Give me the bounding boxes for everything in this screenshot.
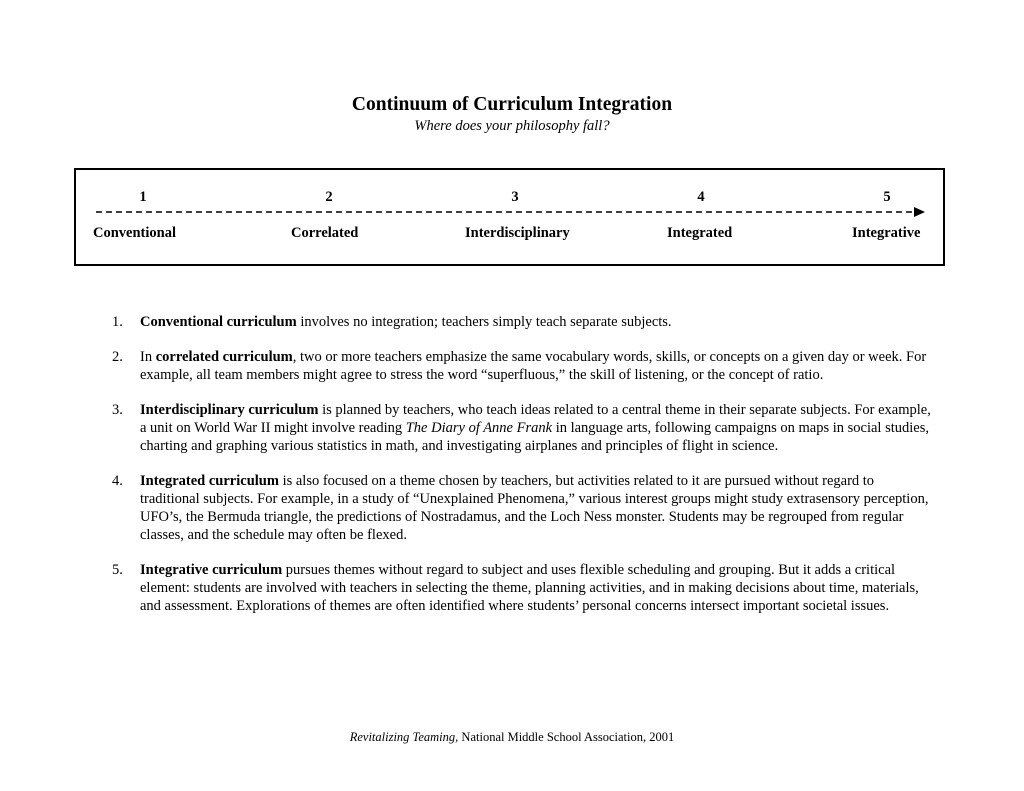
continuum-arrow [96,204,928,220]
list-number: 1. [112,314,123,330]
definition-term: Conventional curriculum [140,314,297,330]
continuum-number-4: 4 [697,189,705,205]
continuum-label-integrated: Integrated [667,225,733,241]
definition-item-integrated [112,472,932,544]
definition-prefix: In [140,349,156,365]
continuum-number-3: 3 [511,189,519,205]
definition-item-integrative [112,561,932,615]
continuum-number-2: 2 [325,189,333,205]
definition-term: Integrative curriculum [140,562,283,578]
definition-term: Integrated curriculum [140,473,279,489]
list-number: 3. [112,402,123,418]
page-title: Continuum of Curriculum Integration [351,94,673,115]
definition-item-correlated [112,348,932,384]
page-subtitle: Where does your philosophy fall? [414,118,610,134]
continuum-label-conventional: Conventional [93,225,176,241]
definition-text: pursues themes without regard to subject and uses flexible scheduling and grouping. But it adds a critical element: students are involved with teachers in selecting the theme, planning activities, and in making decisions about time, materials, and assessment. Explorations of themes are often identified where students’ personal concerns intersect important societal issues. [140,562,919,614]
definitions-list [112,313,932,632]
definition-text: is planned by teachers, who teach ideas related to a central theme in their separate subjects. For example, a unit on World War II might involve reading [140,402,931,436]
continuum-label-interdisciplinary: Interdisciplinary [465,225,570,241]
definition-term: Interdisciplinary curriculum [140,402,319,418]
definition-item-interdisciplinary [112,401,932,455]
definition-item-conventional [112,313,932,331]
citation-source-details: , National Middle School Association, 2001 [455,730,675,744]
list-number: 4. [112,473,123,489]
list-number: 5. [112,562,123,578]
footer-citation [0,729,1024,745]
definition-term: correlated curriculum [155,349,293,365]
continuum-label-correlated: Correlated [291,225,359,241]
continuum-number-1: 1 [139,189,147,205]
continuum-number-5: 5 [883,189,891,205]
definition-text: , two or more teachers emphasize the same vocabulary words, skills, or concepts on a given day or week. For example, all team members might agree to stress the word “superfluous,” the skill of listening, or the concept of ratio. [140,349,927,383]
book-title: The Diary of Anne Frank [405,420,553,436]
citation-source-title: Revitalizing Teaming [349,730,456,744]
definition-text-continued: in language arts, following campaigns on maps in social studies, charting and graphing various statistics in math, and investigating airplanes and principles of flight in science. [140,420,929,454]
definition-text: involves no integration; teachers simply teach separate subjects. [296,314,672,330]
definition-text: is also focused on a theme chosen by teachers, but activities related to it are pursued without regard to traditional subjects. For example, in a study of “Unexplained Phenomena,” various interest groups might study extrasensory perception, UFO’s, the Bermuda triangle, the predictions of Nostradamus, and the Loch Ness monster. Students may be regrouped from regular classes, and the schedule may often be flexed. [140,473,929,543]
list-number: 2. [112,349,123,365]
continuum-label-integrative: Integrative [852,225,921,241]
